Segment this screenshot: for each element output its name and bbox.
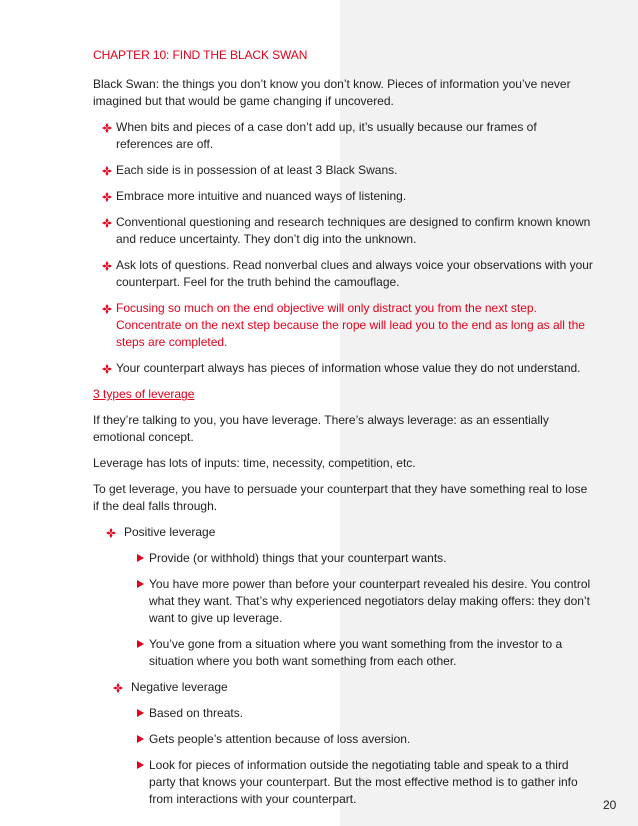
four-diamond-bullet-icon xyxy=(106,528,116,538)
bullet-item xyxy=(93,119,593,153)
triangle-arrow-icon xyxy=(137,554,144,562)
four-diamond-bullet-icon xyxy=(102,192,112,202)
intro-paragraph: Black Swan: the things you don’t know you don’t know. Pieces of information you’ve never imagined but that would be game changing if uncovered. xyxy=(93,77,571,108)
leverage-paragraph: Leverage has lots of inputs: time, necessity, competition, etc. xyxy=(93,456,416,470)
page-number: 20 xyxy=(603,798,617,812)
triangle-arrow-icon xyxy=(137,709,144,717)
triangle-arrow-icon xyxy=(137,640,144,648)
bullet-text: Embrace more intuitive and nuanced ways of listening. xyxy=(116,189,407,203)
triangle-arrow-icon xyxy=(137,735,144,743)
triangle-arrow-icon xyxy=(137,761,144,769)
bullet-item xyxy=(93,257,593,291)
bullet-text: Each side is in possession of at least 3 Black Swans. xyxy=(116,163,398,177)
four-diamond-bullet-icon xyxy=(102,364,112,374)
document-page xyxy=(93,47,593,817)
four-diamond-bullet-icon xyxy=(102,261,112,271)
bullet-text: Conventional questioning and research techniques are designed to confirm known known and reduce uncertainty. They don’t dig into the unknown. xyxy=(116,215,591,246)
negative-leverage-item xyxy=(110,679,593,696)
leverage-section-link[interactable]: 3 types of leverage xyxy=(93,387,195,401)
leverage-paragraph: To get leverage, you have to persuade your counterpart that they have something real to lose if the deal falls through. xyxy=(93,482,588,513)
positive-leverage-label: Positive leverage xyxy=(124,525,216,539)
bullet-item xyxy=(93,188,593,205)
sub-bullet-item xyxy=(137,636,593,670)
bullet-text: Ask lots of questions. Read nonverbal clues and always voice your observations with your counterpart. Feel for the truth behind the camouflage. xyxy=(116,258,593,289)
sub-bullet-text: Based on threats. xyxy=(149,706,244,720)
four-diamond-bullet-icon xyxy=(102,166,112,176)
bullet-text: When bits and pieces of a case don’t add up, it’s usually because our frames of references are off. xyxy=(116,120,537,151)
four-diamond-bullet-icon xyxy=(102,218,112,228)
triangle-arrow-icon xyxy=(137,580,144,588)
leverage-paragraph: If they’re talking to you, you have leverage. There’s always leverage: as an essentially emotional concept. xyxy=(93,413,549,444)
negative-leverage-label: Negative leverage xyxy=(131,680,228,694)
sub-bullet-text: You’ve gone from a situation where you want something from the investor to a situation where you both want something from each other. xyxy=(149,637,563,668)
four-diamond-bullet-icon xyxy=(102,304,112,314)
bullet-text: Your counterpart always has pieces of information whose value they do not understand. xyxy=(116,361,581,375)
bullet-item-highlighted xyxy=(93,300,593,351)
positive-leverage-item xyxy=(103,524,593,541)
sub-bullet-text: You have more power than before your counterpart revealed his desire. You control what they want. That’s why experienced negotiators delay making offers: they don’t want to give up leverage. xyxy=(149,577,591,625)
sub-bullet-item xyxy=(137,705,593,722)
sub-bullet-text: Look for pieces of information outside the negotiating table and speak to a third party that knows your counterpart. But the most effective method is to gather info from interactions with your counterpart. xyxy=(149,758,578,806)
sub-bullet-item xyxy=(137,576,593,627)
sub-bullet-item xyxy=(137,731,593,748)
bullet-item xyxy=(93,214,593,248)
four-diamond-bullet-icon xyxy=(102,123,112,133)
chapter-heading: CHAPTER 10: FIND THE BLACK SWAN xyxy=(93,48,308,62)
bullet-item xyxy=(93,360,593,377)
four-diamond-bullet-icon xyxy=(113,683,123,693)
sub-bullet-item xyxy=(137,550,593,567)
bullet-text: Focusing so much on the end objective will only distract you from the next step. Concentrate on the next step because the rope will lead you to the end as long as all the steps are completed. xyxy=(116,301,585,349)
sub-bullet-text: Provide (or withhold) things that your counterpart wants. xyxy=(149,551,447,565)
sub-bullet-item xyxy=(137,757,593,808)
sub-bullet-text: Gets people’s attention because of loss aversion. xyxy=(149,732,411,746)
bullet-item xyxy=(93,162,593,179)
